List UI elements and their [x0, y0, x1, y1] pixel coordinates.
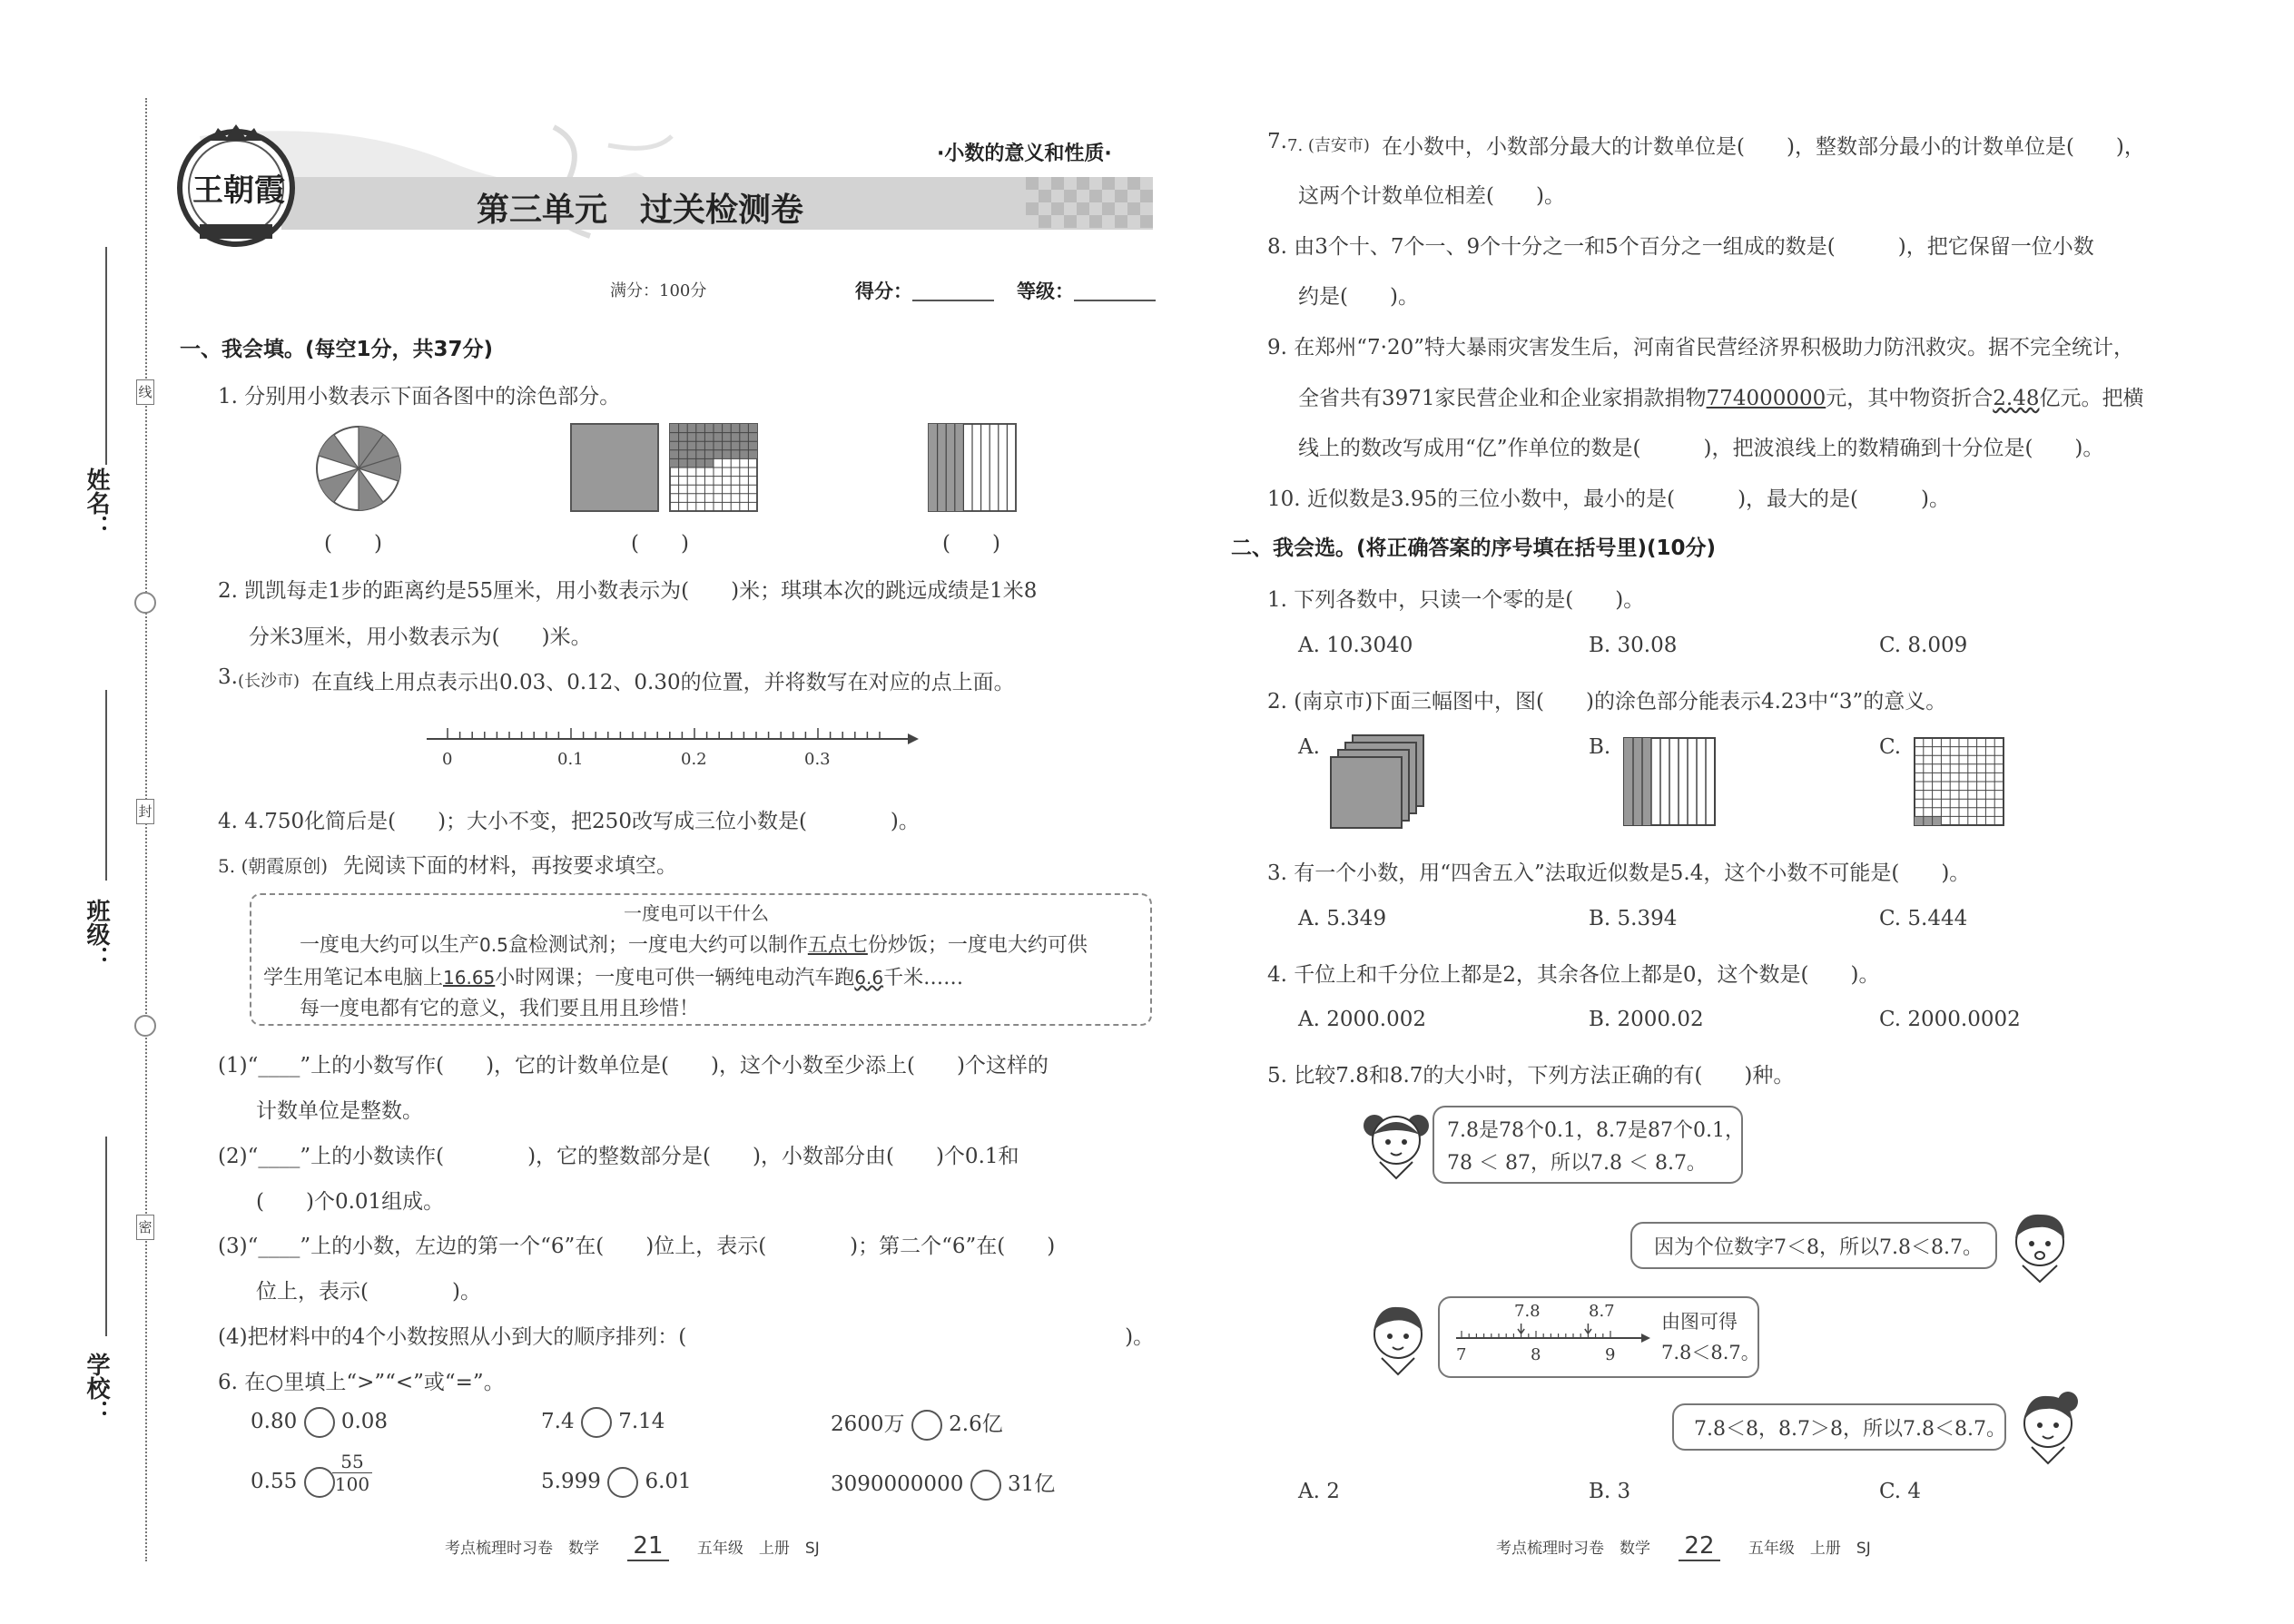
name-label: 姓名：: [83, 468, 110, 538]
q5-sub1-line-2: 计数单位是整数。: [256, 1099, 423, 1123]
c5-option-b[interactable]: B. 3: [1589, 1480, 1631, 1503]
bubble-3-axis-8: 8: [1531, 1345, 1541, 1364]
bubble-3-number-line: [1451, 1320, 1650, 1347]
q9-straight-number: 774000000: [1706, 387, 1826, 410]
compare-circle[interactable]: [581, 1407, 612, 1438]
c4-text: 4. 千位上和千分位上都是2，其余各位上都是0，这个数是( )。: [1267, 963, 1880, 987]
compare-3-left: 2600万: [831, 1412, 905, 1436]
compare-circle[interactable]: [304, 1407, 335, 1438]
passage-title: 一度电可以干什么: [624, 902, 769, 924]
bubble-1-line-1: 7.8是78个0.1，8.7是87个0.1，: [1447, 1119, 1745, 1142]
footer-left: [445, 1532, 820, 1560]
c4-option-c[interactable]: C. 2000.0002: [1879, 1008, 2021, 1031]
c3-option-b[interactable]: B. 5.394: [1589, 907, 1678, 930]
name-underline: [105, 247, 107, 465]
bubble-1-line-2: 78 ＜ 87，所以7.8 ＜ 8.7。: [1447, 1152, 1707, 1175]
passage-l1a: 一度电大约可以生产: [300, 934, 480, 957]
bubble-3-right-line-2: 7.8＜8.7。: [1661, 1342, 1760, 1363]
passage-n4: 6.6: [854, 967, 884, 989]
q2-line-1: 2. 凯凯每走1步的距离约是55厘米，用小数表示为( )米；琪琪本次的跳远成绩是1米8: [218, 579, 1038, 603]
q1-blank-3[interactable]: ( ): [942, 532, 1000, 556]
c3-option-c[interactable]: C. 5.444: [1879, 907, 1968, 930]
compare-5-right: 6.01: [645, 1470, 692, 1493]
score-label: 得分：: [855, 281, 912, 302]
bubble-4-text: 7.8＜8，8.7＞8，所以7.8＜8.7。: [1694, 1418, 2006, 1441]
compare-circle[interactable]: [911, 1410, 942, 1441]
compare-circle[interactable]: [607, 1467, 638, 1498]
footer-book: 考点梳理时习卷 数学: [445, 1540, 599, 1558]
footer-right: [1496, 1532, 1871, 1560]
c1-option-c[interactable]: C. 8.009: [1879, 634, 1968, 657]
passage-line-2: [263, 962, 963, 990]
binding-ring-2: [134, 1015, 156, 1037]
q1-fig-squares: [570, 423, 763, 514]
binding-mark-1: 线: [136, 379, 154, 405]
compare-5-left: 5.999: [541, 1470, 601, 1493]
c2-fig-a-stacked-squares: [1329, 733, 1429, 833]
passage-l2b: 小时网课；一度电可供一辆纯电动汽车跑: [495, 967, 855, 989]
q9-b3: 亿元。把横: [2039, 387, 2144, 410]
q8-line-1: 8. 由3个十、7个一、9个十分之一和5个百分之一组成的数是( )，把它保留一位小数: [1267, 235, 2094, 259]
passage-n1: 0.5: [479, 934, 508, 956]
q1-fig-circle: [313, 423, 404, 514]
compare-4-left: 0.55: [251, 1470, 298, 1493]
binding-ring-1: [134, 592, 156, 614]
binding-mark-2: 封: [136, 799, 154, 824]
fraction-denominator: 100: [334, 1473, 370, 1495]
boy-avatar-2: [1362, 1300, 1434, 1376]
c2-tag: 2. (南京市): [1267, 690, 1373, 714]
q1-blank-2[interactable]: ( ): [631, 532, 689, 556]
passage-l2c: 千米……: [883, 967, 964, 989]
compare-circle[interactable]: [304, 1467, 335, 1498]
logo-text: 王朝霞: [192, 172, 285, 209]
q3-tick-1: 0.1: [557, 750, 584, 769]
compare-1: [251, 1407, 388, 1438]
q3-text: 在直线上用点表示出0.03、0.12、0.30的位置，并将数写在对应的点上面。: [311, 671, 1015, 694]
binding-mark-3: 密: [136, 1215, 154, 1240]
q3-number: 3.: [218, 665, 238, 689]
passage-l1c: 份炒饭；一度电大约可供: [867, 934, 1088, 957]
girl-avatar-2: [2012, 1389, 2084, 1465]
passage-n3: 16.65: [443, 967, 496, 989]
binding-line: [145, 98, 147, 1561]
c3-option-a[interactable]: A. 5.349: [1298, 907, 1387, 930]
c2-fig-c-grid: [1914, 737, 2013, 828]
q10-text: 10. 近似数是3.95的三位小数中，最小的是( )，最大的是( )。: [1267, 487, 1950, 511]
c1-option-a[interactable]: A. 10.3040: [1298, 634, 1413, 657]
compare-2-left: 7.4: [541, 1410, 575, 1433]
passage-l1b: 盒检测试剂；一度电大约可以制作: [507, 934, 808, 957]
c5-option-c[interactable]: C. 4: [1879, 1480, 1922, 1503]
q2-line-2: 分米3厘米，用小数表示为( )米。: [249, 625, 592, 649]
bubble-3-top-label-1: 7.8: [1514, 1302, 1541, 1321]
q5-sub1-line-1: (1)“____”上的小数写作( )，它的计数单位是( )，这个小数至少添上( )个这样的: [218, 1054, 1049, 1078]
passage-n2: 五点七: [807, 934, 868, 957]
c2-option-b[interactable]: B.: [1589, 735, 1611, 759]
compare-1-right: 0.08: [340, 1410, 389, 1433]
topic-label: ·小数的意义和性质·: [937, 143, 1112, 165]
passage-line-1: [300, 930, 1088, 958]
q5-sub2-line-1: (2)“____”上的小数读作( )，它的整数部分是( )，小数部分由( )个0.1和: [218, 1145, 1019, 1168]
c3-text: 3. 有一个小数，用“四舍五入”法取近似数是5.4，这个小数不可能是( )。: [1267, 861, 1971, 885]
q3-tag: (长沙市): [238, 672, 300, 691]
q9-b1: 全省共有3971家民营企业和企业家捐款捐物: [1298, 387, 1707, 410]
c2-option-a[interactable]: A.: [1298, 735, 1320, 759]
school-underline: [105, 1137, 107, 1336]
c4-option-a[interactable]: A. 2000.002: [1298, 1008, 1426, 1031]
q9-b2: 元，其中物资折合: [1826, 387, 1994, 410]
q3-tick-0: 0: [442, 750, 453, 769]
girl-avatar-1: [1360, 1106, 1433, 1182]
compare-2-right: 7.14: [618, 1410, 665, 1433]
q7-line-2: 这两个计数单位相差( )。: [1298, 184, 1565, 208]
c2-fig-b-strips: [1623, 737, 1723, 828]
q5-sub3-line-2: 位上，表示( )。: [256, 1280, 481, 1304]
fraction: [332, 1451, 372, 1495]
compare-3-right: 2.6亿: [949, 1412, 1003, 1436]
bubble-3-right-line-1: 由图可得: [1661, 1311, 1738, 1333]
bubble-2-text: 因为个位数字7＜8，所以7.8＜8.7。: [1654, 1236, 1983, 1259]
page-title: 第三单元 过关检测卷: [477, 192, 804, 229]
q7-number: 7.: [1267, 130, 1287, 153]
q6-text: 6. 在○里填上“>”“<”或“=”。: [218, 1371, 505, 1394]
q3-tick-3: 0.3: [804, 750, 831, 769]
c2-text: 下面三幅图中，图( )的涂色部分能表示4.23中“3”的意义。: [1369, 690, 1947, 714]
section-2-heading: 二、我会选。(将正确答案的序号填在括号里)(10分): [1231, 536, 1717, 560]
q9-line-3: 线上的数改写成用“亿”作单位的数是( )，把波浪线上的数精确到十分位是( )。: [1298, 437, 2104, 460]
footer-page-number: 21: [627, 1532, 668, 1561]
q3-number-line: [418, 723, 926, 750]
c5-text: 5. 比较7.8和8.7的大小时，下列方法正确的有( )种。: [1267, 1064, 1795, 1088]
q1-text: 1. 分别用小数表示下面各图中的涂色部分。: [218, 385, 621, 408]
passage-l2a: 学生用笔记本电脑上: [263, 967, 444, 989]
full-score: 满分：100分: [610, 281, 707, 300]
c5-option-a[interactable]: A. 2: [1298, 1480, 1340, 1503]
compare-6-right: 31亿: [1007, 1472, 1056, 1496]
bubble-3-axis-7: 7: [1456, 1345, 1467, 1364]
q1-blank-1[interactable]: ( ): [324, 532, 382, 556]
grade-label: 等级：: [1017, 281, 1074, 302]
c4-option-b[interactable]: B. 2000.02: [1589, 1008, 1704, 1031]
c2-option-c[interactable]: C.: [1879, 735, 1902, 759]
school-label: 学校：: [83, 1353, 110, 1423]
q9-wavy-number: 2.48: [1993, 387, 2040, 410]
q8-line-2: 约是( )。: [1298, 285, 1419, 309]
compare-5: [541, 1467, 692, 1498]
passage-line-3: 每一度电都有它的意义，我们要且用且珍惜！: [300, 998, 700, 1020]
footer-grade: 五年级 上册 SJ: [1748, 1540, 1871, 1558]
q4-text: 4. 4.750化简后是( )；大小不变，把250改写成三位小数是( )。: [218, 810, 920, 833]
q5-sub4: (4)把材料中的4个小数按照从小到大的顺序排列：( )。: [218, 1325, 1155, 1349]
q9-line-1: 9. 在郑州“7·20”特大暴雨灾害发生后，河南省民营经济界积极助力防汛救灾。据不完全统计，: [1267, 336, 2134, 359]
compare-4: [251, 1467, 335, 1498]
bubble-3-axis-9: 9: [1605, 1345, 1616, 1364]
q5-sub2-line-2: ( )个0.01组成。: [256, 1190, 445, 1214]
footer-grade: 五年级 上册 SJ: [696, 1540, 820, 1558]
compare-6-left: 3090000000: [831, 1472, 964, 1496]
q5-sub3-line-1: (3)“____”上的小数，左边的第一个“6”在( )位上，表示( )；第二个“6”在( ): [218, 1235, 1056, 1258]
q5-tag: 5. (朝霞原创): [218, 855, 329, 877]
compare-3: [831, 1407, 1003, 1441]
q1-fig-strips: [928, 423, 1019, 514]
grade-field[interactable]: [1074, 300, 1156, 301]
class-underline: [105, 690, 107, 881]
q7-line-1: 在小数中，小数部分最大的计数单位是( )，整数部分最小的计数单位是( )，: [1382, 135, 2145, 159]
compare-2: [541, 1407, 665, 1438]
fraction-numerator: 55: [332, 1451, 372, 1473]
footer-page-number: 22: [1679, 1532, 1719, 1561]
q7-tag: 7. (吉安市): [1287, 136, 1370, 155]
compare-circle[interactable]: [970, 1470, 1001, 1501]
c1-text: 1. 下列各数中，只读一个零的是( )。: [1267, 588, 1645, 612]
bubble-3-top-label-2: 8.7: [1589, 1302, 1615, 1321]
q5-text: 先阅读下面的材料，再按要求填空。: [343, 854, 677, 878]
c1-option-b[interactable]: B. 30.08: [1589, 634, 1678, 657]
footer-book: 考点梳理时习卷 数学: [1496, 1540, 1650, 1558]
q9-line-2: [1298, 381, 2143, 411]
section-1-heading: 一、我会填。(每空1分，共37分): [180, 338, 494, 361]
compare-6: [831, 1467, 1055, 1501]
class-label: 班级：: [83, 899, 110, 969]
boy-avatar-1: [2004, 1207, 2075, 1284]
compare-1-left: 0.80: [251, 1410, 298, 1433]
q3-tick-2: 0.2: [681, 750, 707, 769]
score-field[interactable]: [912, 300, 994, 301]
